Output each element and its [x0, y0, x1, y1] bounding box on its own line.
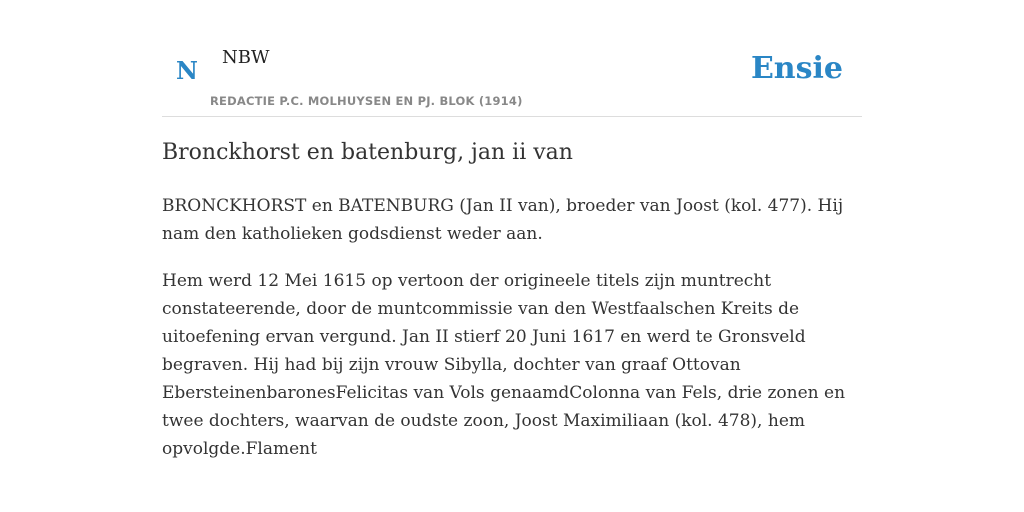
source-subtitle: REDACTIE P.C. MOLHUYSEN EN PJ. BLOK (1914) — [210, 94, 523, 108]
source-header — [162, 40, 862, 117]
article-paragraph: BRONCKHORST en BATENBURG (Jan II van), broeder van Joost (kol. 477). Hij nam den katholieken godsdienst weder aan. — [162, 196, 844, 244]
article-paragraph: Hem werd 12 Mei 1615 op vertoon der origineele titels zijn muntrecht constateerende, door de muntcommissie van den Westfaalschen Kreits de uitoefening ervan vergund. Jan II stierf 20 Juni 1617 en werd te Gronsveld begraven. Hij had bij zijn vrouw Sibylla, dochter van graaf Ottovan EbersteinenbaronesFelicitas van Vols genaamdColonna van Fels, drie zonen en twee dochters, waarvan de oudste zoon, Joost Maximiliaan (kol. 478), hem opvolgde.Flament — [162, 271, 846, 459]
article-title: Bronckhorst en batenburg, jan ii van — [162, 140, 573, 165]
article-body — [162, 192, 868, 482]
brand-logo-link[interactable]: Ensie — [750, 51, 843, 86]
source-logo[interactable]: N — [176, 56, 198, 85]
source-title[interactable]: NBW — [222, 47, 270, 68]
